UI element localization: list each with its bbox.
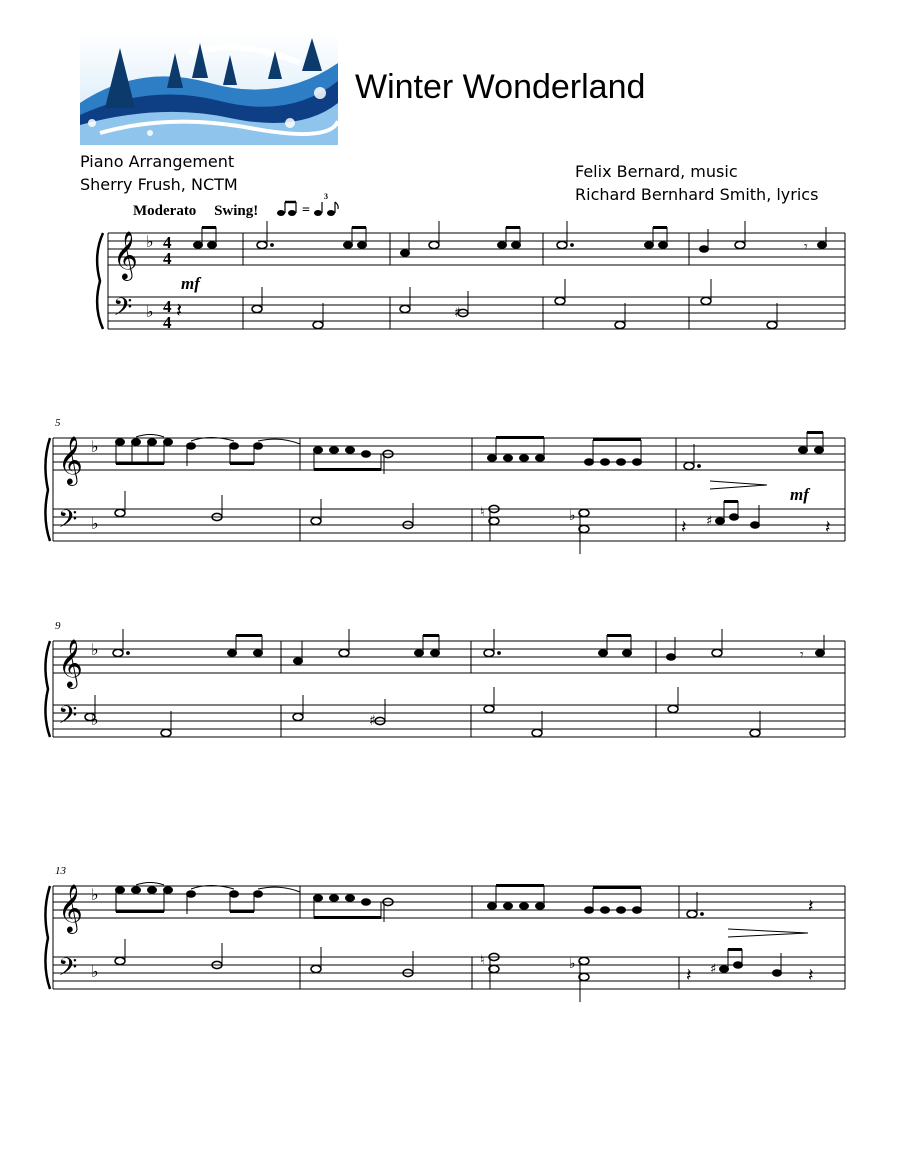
barlines — [108, 233, 845, 329]
dynamic-mf: mf — [181, 274, 200, 293]
arrangement-credit — [80, 150, 238, 196]
system-4 — [0, 865, 900, 998]
composer-credit — [575, 160, 818, 206]
flat-icon: ♭ — [91, 710, 99, 729]
time-signature — [163, 233, 172, 332]
swing-text: Swing! — [214, 203, 259, 219]
treble-staff — [53, 641, 845, 673]
rest-icon: 𝄽 — [176, 298, 183, 322]
svg-text:4: 4 — [163, 233, 172, 252]
natural-icon: ♮ — [480, 953, 485, 968]
rest-icon: 𝄽 — [681, 517, 687, 538]
brace — [45, 886, 50, 989]
bass-staff — [53, 705, 845, 737]
system-3 — [0, 620, 900, 753]
bass-clef-icon: 𝄢 — [58, 953, 78, 988]
rest-icon: 𝄽 — [825, 517, 831, 538]
bass-clef-icon: 𝄢 — [58, 505, 78, 540]
bass-staff — [108, 297, 845, 329]
sharp-icon: ♯ — [454, 305, 461, 321]
system-1 — [0, 225, 900, 345]
bass-clef-icon: 𝄢 — [58, 701, 78, 736]
dynamic-mf: mf — [790, 485, 809, 504]
natural-icon: ♮ — [480, 505, 485, 520]
notes — [194, 221, 827, 329]
decrescendo-hairpin — [710, 481, 767, 489]
rest-icon: 𝄽 — [808, 965, 814, 986]
treble-staff — [108, 233, 845, 265]
svg-text:4: 4 — [163, 313, 172, 332]
sharp-icon: ♯ — [710, 962, 717, 977]
tempo-marking — [133, 192, 346, 220]
brace — [97, 233, 103, 329]
rest-icon: 𝄾 — [804, 239, 808, 255]
notes — [115, 431, 824, 554]
flat-icon: ♭ — [569, 956, 576, 972]
measure-number: 9 — [55, 620, 61, 632]
lyricist-name: Richard Bernhard Smith, lyrics — [575, 185, 819, 204]
svg-text:4: 4 — [163, 297, 172, 316]
rest-icon: 𝄾 — [800, 647, 804, 663]
treble-clef-icon: 𝄞 — [58, 883, 83, 932]
rest-icon: 𝄽 — [686, 965, 692, 986]
swing-rhythm-icon — [276, 192, 346, 218]
treble-clef-icon: 𝄞 — [113, 230, 138, 279]
flat-icon: ♭ — [146, 302, 154, 321]
rest-icon: 𝄽 — [808, 896, 814, 917]
flat-icon: ♭ — [91, 962, 99, 981]
decrescendo-hairpin — [728, 929, 808, 937]
tie — [136, 435, 300, 445]
bass-clef-icon: 𝄢 — [113, 293, 133, 328]
flat-icon: ♭ — [146, 232, 154, 251]
bass-staff — [53, 509, 845, 541]
svg-text:4: 4 — [163, 249, 172, 268]
arrangement-label: Piano Arrangement — [80, 152, 235, 171]
treble-clef-icon: 𝄞 — [58, 638, 83, 687]
tie — [136, 883, 300, 893]
page-title: Winter Wonderland — [355, 68, 646, 106]
sharp-icon: ♯ — [369, 713, 376, 729]
barlines — [53, 886, 845, 989]
svg-text:3: 3 — [324, 192, 328, 201]
notes — [85, 629, 825, 737]
brace — [45, 438, 50, 541]
composer-name: Felix Bernard, music — [575, 162, 738, 181]
flat-icon: ♭ — [91, 640, 99, 659]
barlines — [53, 641, 845, 737]
sharp-icon: ♯ — [706, 514, 713, 529]
barlines — [53, 438, 845, 541]
treble-clef-icon: 𝄞 — [58, 435, 83, 484]
system-2 — [0, 417, 900, 550]
winter-illustration — [80, 33, 338, 145]
flat-icon: ♭ — [569, 508, 576, 524]
arranger-name: Sherry Frush, NCTM — [80, 175, 238, 194]
tempo-text: Moderato — [133, 203, 197, 219]
svg-text:=: = — [302, 203, 310, 218]
bass-staff — [53, 957, 845, 989]
brace — [45, 641, 50, 737]
flat-icon: ♭ — [91, 437, 99, 456]
flat-icon: ♭ — [91, 514, 99, 533]
measure-number: 13 — [55, 865, 66, 877]
flat-icon: ♭ — [91, 885, 99, 904]
measure-number: 5 — [55, 417, 61, 429]
